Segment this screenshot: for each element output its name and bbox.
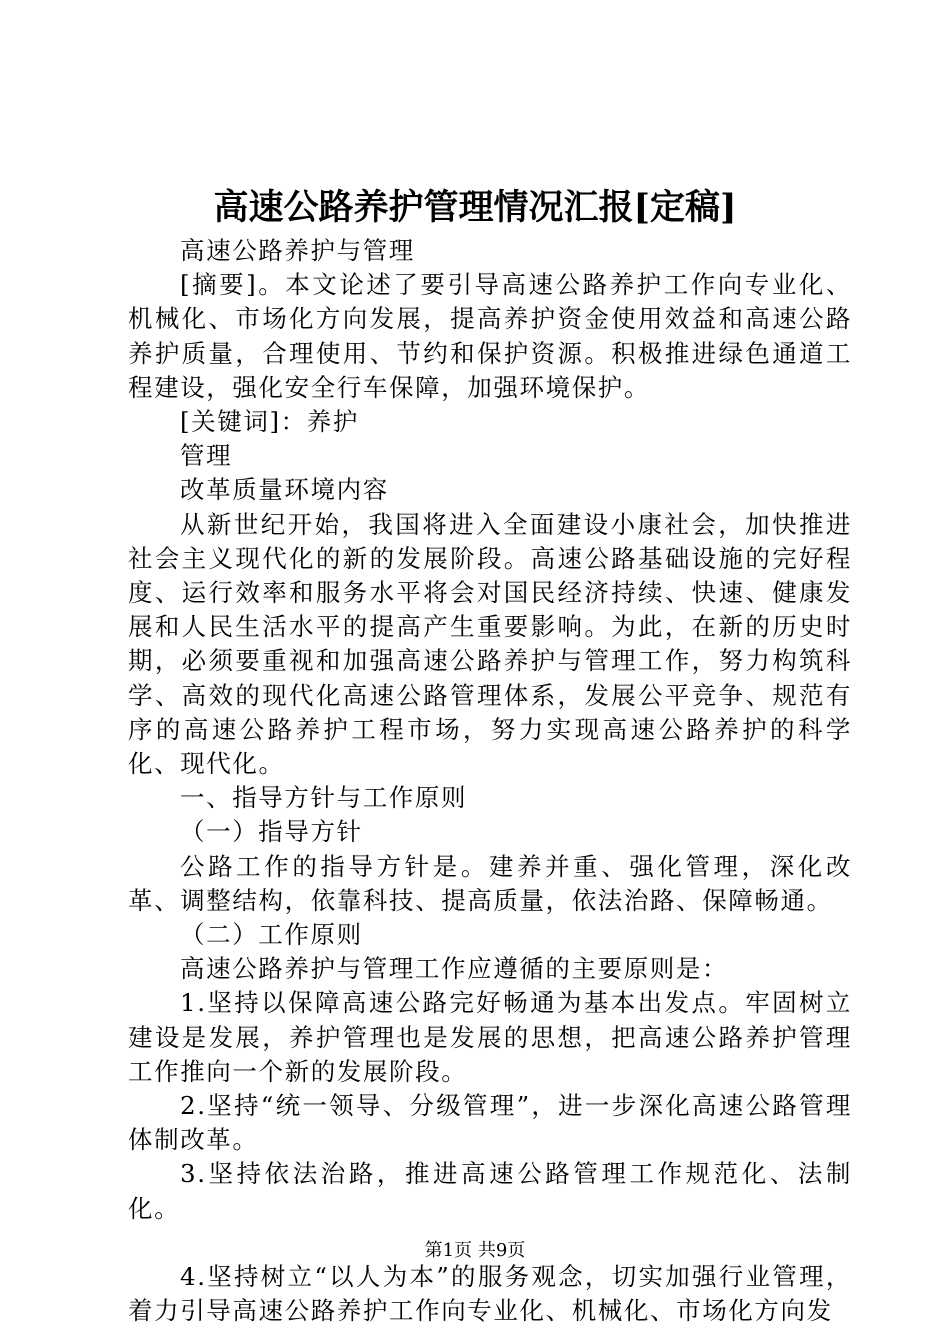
subsection-heading: （二）工作原则: [180, 920, 363, 950]
document-title: 高速公路养护管理情况汇报[定稿]: [213, 187, 737, 228]
abstract-paragraph: [摘要]。本文论述了要引导高速公路养护工作向专业化、机械化、市场化方向发展，提高养护资金使用效益和高速公路养护质量，合理使用、节约和保护资源。积极推进绿色通道工程建设，强化安全行车保障，加强环境保护。: [128, 270, 852, 402]
intro-paragraph: 从新世纪开始，我国将进入全面建设小康社会，加快推进社会主义现代化的新的发展阶段。高速公路基础设施的完好程度、运行效率和服务水平将会对国民经济持续、快速、健康发展和人民生活水平的提高产生重要影响。为此，在新的历史时期，必须要重视和加强高速公路养护与管理工作，努力构筑科学、高效的现代化高速公路管理体系，发展公平竞争、规范有序的高速公路养护工程市场，努力实现高速公路养护的科学化、现代化。: [128, 509, 852, 779]
list-item: 2.坚持“统一领导、分级管理”，进一步深化高速公路管理体制改革。: [128, 1091, 852, 1155]
keywords-paragraph: [关键词]：养护: [180, 407, 359, 437]
document-body: [128, 234, 852, 1328]
keyword-line: 管理: [180, 441, 233, 471]
list-item: 1.坚持以保障高速公路完好畅通为基本出发点。牢固树立建设是发展，养护管理也是发展的思想，把高速公路养护管理工作推向一个新的发展阶段。: [128, 988, 852, 1086]
body-paragraph: 高速公路养护与管理工作应遵循的主要原则是：: [180, 954, 729, 984]
body-paragraph: 公路工作的指导方针是。建养并重、强化管理，深化改革、调整结构，依靠科技、提高质量，依法治路、保障畅通。: [128, 851, 852, 915]
subsection-heading: （一）指导方针: [180, 817, 363, 847]
page-footer: 第1页 共9页: [424, 1240, 526, 1261]
subtitle-paragraph: 高速公路养护与管理: [180, 236, 415, 265]
keyword-line: 改革质量环境内容: [180, 475, 389, 505]
section-heading: 一、指导方针与工作原则: [180, 783, 468, 813]
list-item: 4.坚持树立“以人为本”的服务观念，切实加强行业管理，着力引导高速公路养护工作向专业化、机械化、市场化方向发: [128, 1261, 852, 1326]
list-item: 3.坚持依法治路，推进高速公路管理工作规范化、法制化。: [128, 1159, 852, 1223]
